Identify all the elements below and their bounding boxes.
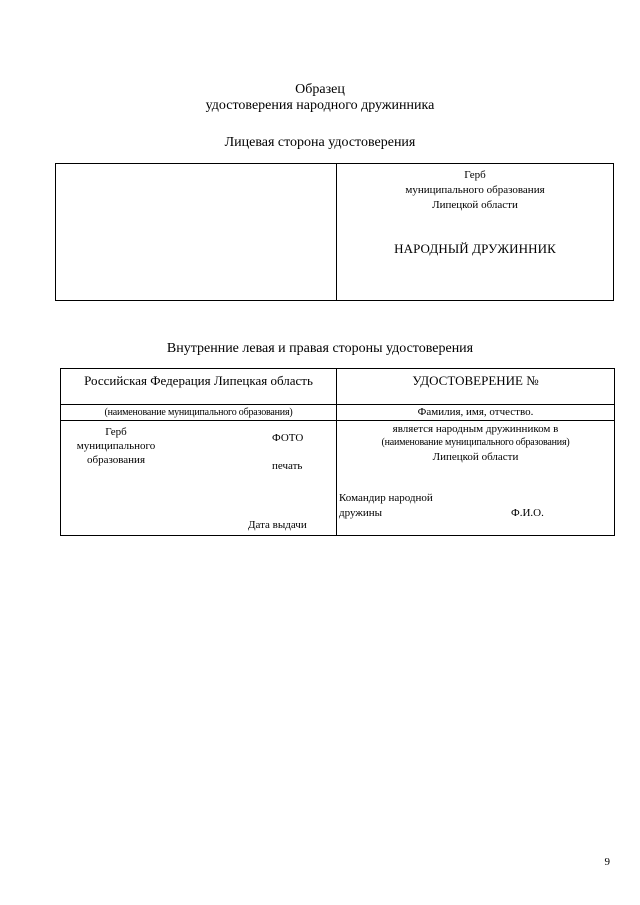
inner-right-municipality-note: (наименование муниципального образования) (381, 437, 570, 448)
front-gerb-label: Герб (464, 169, 486, 181)
issue-date-label: Дата выдачи (248, 519, 307, 531)
page-number: 9 (604, 856, 610, 868)
front-municipality-label: муниципального образования (405, 184, 545, 196)
inner-gerb-line1: Герб (105, 426, 127, 438)
inner-right-name-note: Фамилия, имя, отчество. (417, 406, 534, 418)
seal-label: печать (272, 460, 303, 472)
commander-line2: дружины (339, 507, 383, 519)
inner-gerb-line2: муниципального (76, 440, 156, 452)
inner-header-divider (61, 404, 614, 405)
inner-subheader-divider (61, 420, 614, 421)
document-title-line2: удостоверения народного дружинника (205, 98, 435, 113)
inner-left-municipality-note: (наименование муниципального образования) (104, 407, 293, 418)
front-region-label: Липецкой области (432, 199, 518, 211)
photo-label: ФОТО (272, 432, 304, 444)
signature-name: Ф.И.О. (511, 507, 544, 519)
inner-side-caption: Внутренние левая и правая стороны удостоверения (166, 341, 474, 356)
commander-line1: Командир народной (339, 492, 433, 504)
inner-side-table (60, 368, 615, 536)
inner-right-header: УДОСТОВЕРЕНИЕ № (412, 373, 539, 388)
inner-right-region: Липецкой области (432, 451, 519, 463)
front-side-box (55, 163, 614, 301)
inner-right-status-line: является народным дружинником в (392, 423, 559, 435)
document-title-line1: Образец (295, 82, 345, 97)
front-side-caption: Лицевая сторона удостоверения (224, 135, 416, 150)
inner-left-header: Российская Федерация Липецкая область (84, 373, 313, 388)
front-title: НАРОДНЫЙ ДРУЖИННИК (394, 241, 556, 256)
inner-gerb-line3: образования (86, 454, 146, 466)
